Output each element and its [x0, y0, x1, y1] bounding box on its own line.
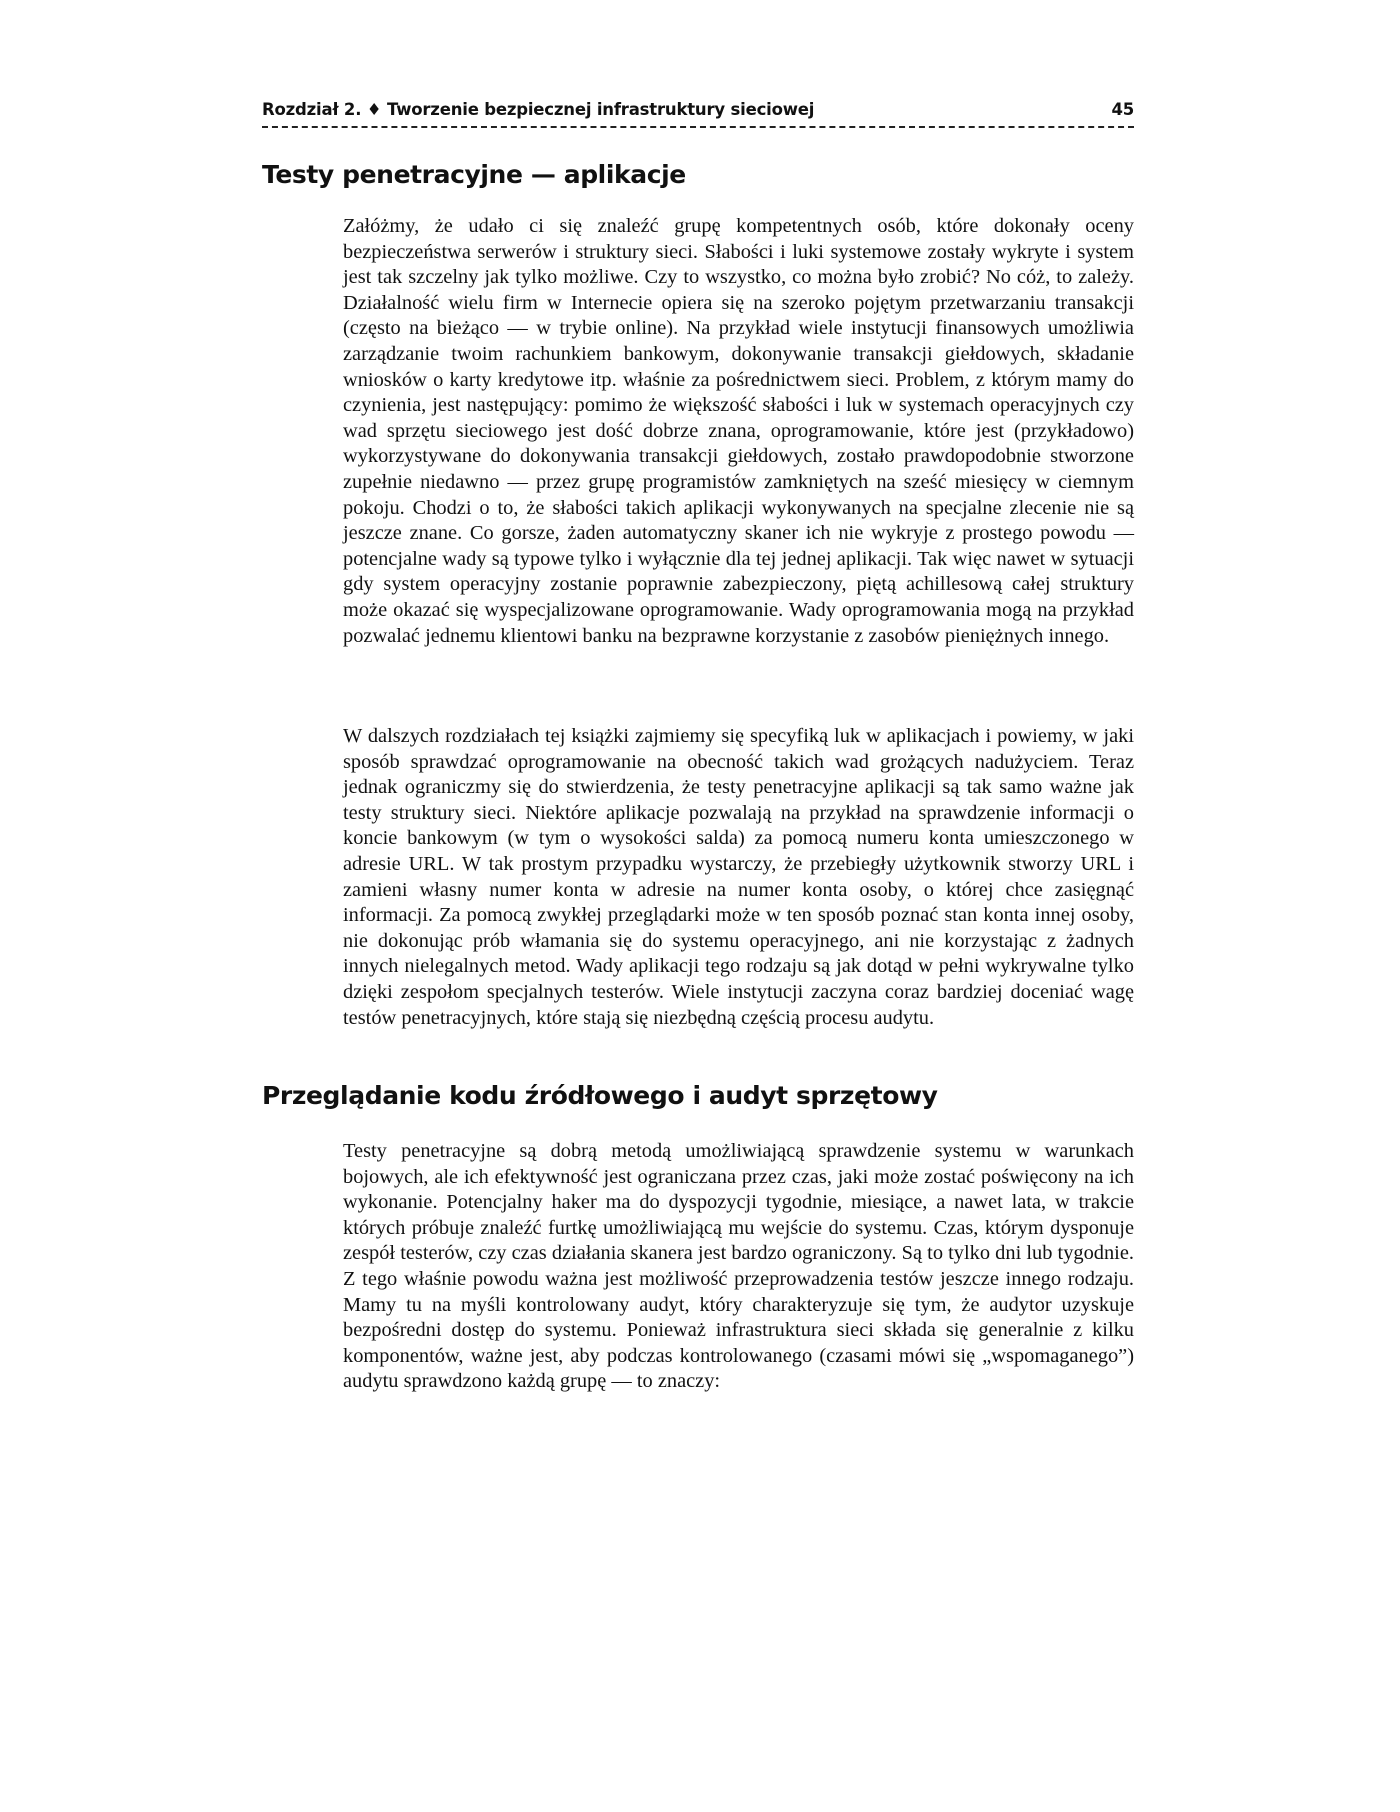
paragraph: W dalszych rozdziałach tej książki zajmiemy się specyfiką luk w aplikacjach i powiemy, w jaki sposób sprawdzać oprogramowanie na obecność takich wad grożących nadużyciem. Teraz jednak ograniczmy się do stwierdzenia, że testy penetracyjne aplikacji są tak samo ważne jak testy struktury sieci. Niektóre aplikacje pozwalają na przykład na sprawdzenie informacji o koncie bankowym (w tym o wysokości salda) za pomocą numeru konta umieszczonego w adresie URL. W tak prostym przypadku wystarczy, że przebiegły użytkownik stworzy URL i zamieni własny numer konta w adresie na numer konta osoby, o której chce zasięgnąć informacji. Za pomocą zwykłej przeglądarki może w ten sposób poznać stan konta innej osoby, nie dokonując prób włamania się do systemu operacyjnego, ani nie korzystając z żadnych innych nielegalnych metod. Wady aplikacji tego rodzaju są jak dotąd w pełni wykrywalne tylko dzięki zespołom specjalnych testerów. Wiele instytucji zaczyna coraz bardziej doceniać wagę testów penetracyjnych, które stają się niezbędną częścią procesu audytu. [343, 725, 1134, 1029]
paragraph: Testy penetracyjne są dobrą metodą umożliwiającą sprawdzenie systemu w warunkach bojowych, ale ich efektywność jest ograniczana przez czas, jaki może zostać poświęcony na ich wykonanie. Potencjalny haker ma do dyspozycji tygodnie, miesiące, a nawet lata, w trakcie których próbuje znaleźć furtkę umożliwiającą mu wejście do systemu. Czas, którym dysponuje zespół testerów, czy czas działania skanera jest bardzo ograniczony. Są to tylko dni lub tygodnie. Z tego właśnie powodu ważna jest możliwość przeprowadzenia testów jeszcze innego rodzaju. Mamy tu na myśli kontrolowany audyt, który charakteryzuje się tym, że audytor uzyskuje bezpośredni dostęp do systemu. Ponieważ infrastruktura sieci składa się generalnie z kilku komponentów, ważne jest, aby podczas kontrolowanego (czasami mówi się „wspomaganego”) audytu sprawdzono każdą grupę — to znaczy: [343, 1140, 1134, 1393]
section-heading-penetration-tests: Testy penetracyjne — aplikacje [262, 160, 686, 189]
running-header [262, 96, 1134, 128]
chapter-title: Rozdział 2. ♦ Tworzenie bezpiecznej infrastruktury sieciowej [262, 100, 815, 119]
page-number: 45 [1111, 100, 1134, 119]
section-heading-source-code-review: Przeglądanie kodu źródłowego i audyt sprzętowy [262, 1081, 938, 1110]
paragraph: Załóżmy, że udało ci się znaleźć grupę kompetentnych osób, które dokonały oceny bezpieczeństwa serwerów i struktury sieci. Słabości i luki systemowe zostały wykryte i system jest tak szczelny jak tylko możliwe. Czy to wszystko, co można było zrobić? No cóż, to zależy. Działalność wielu firm w Internecie opiera się na szeroko pojętym przetwarzaniu transakcji (często na bieżąco — w trybie online). Na przykład wiele instytucji finansowych umożliwia zarządzanie twoim rachunkiem bankowym, dokonywanie transakcji giełdowych, składanie wniosków o karty kredytowe itp. właśnie za pośrednictwem sieci. Problem, z którym mamy do czynienia, jest następujący: pomimo że większość słabości i luk w systemach operacyjnych czy wad sprzętu sieciowego jest dość dobrze znana, oprogramowanie, które jest (przykładowo) wykorzystywane do dokonywania transakcji giełdowych, zostało prawdopodobnie stworzone zupełnie niedawno — przez grupę programistów zamkniętych na sześć miesięcy w ciemnym pokoju. Chodzi o to, że słabości takich aplikacji wykonywanych na specjalne zlecenie nie są jeszcze znane. Co gorsze, żaden automatyczny skaner ich nie wykryje z prostego powodu — potencjalne wady są typowe tylko i wyłącznie dla tej jednej aplikacji. Tak więc nawet w sytuacji gdy system operacyjny zostanie poprawnie zabezpieczony, piętą achillesową całej struktury może okazać się wyspecjalizowane oprogramowanie. Wady oprogramowania mogą na przykład pozwalać jednemu klientowi banku na bezprawne korzystanie z zasobów pieniężnych innego. [343, 215, 1134, 647]
